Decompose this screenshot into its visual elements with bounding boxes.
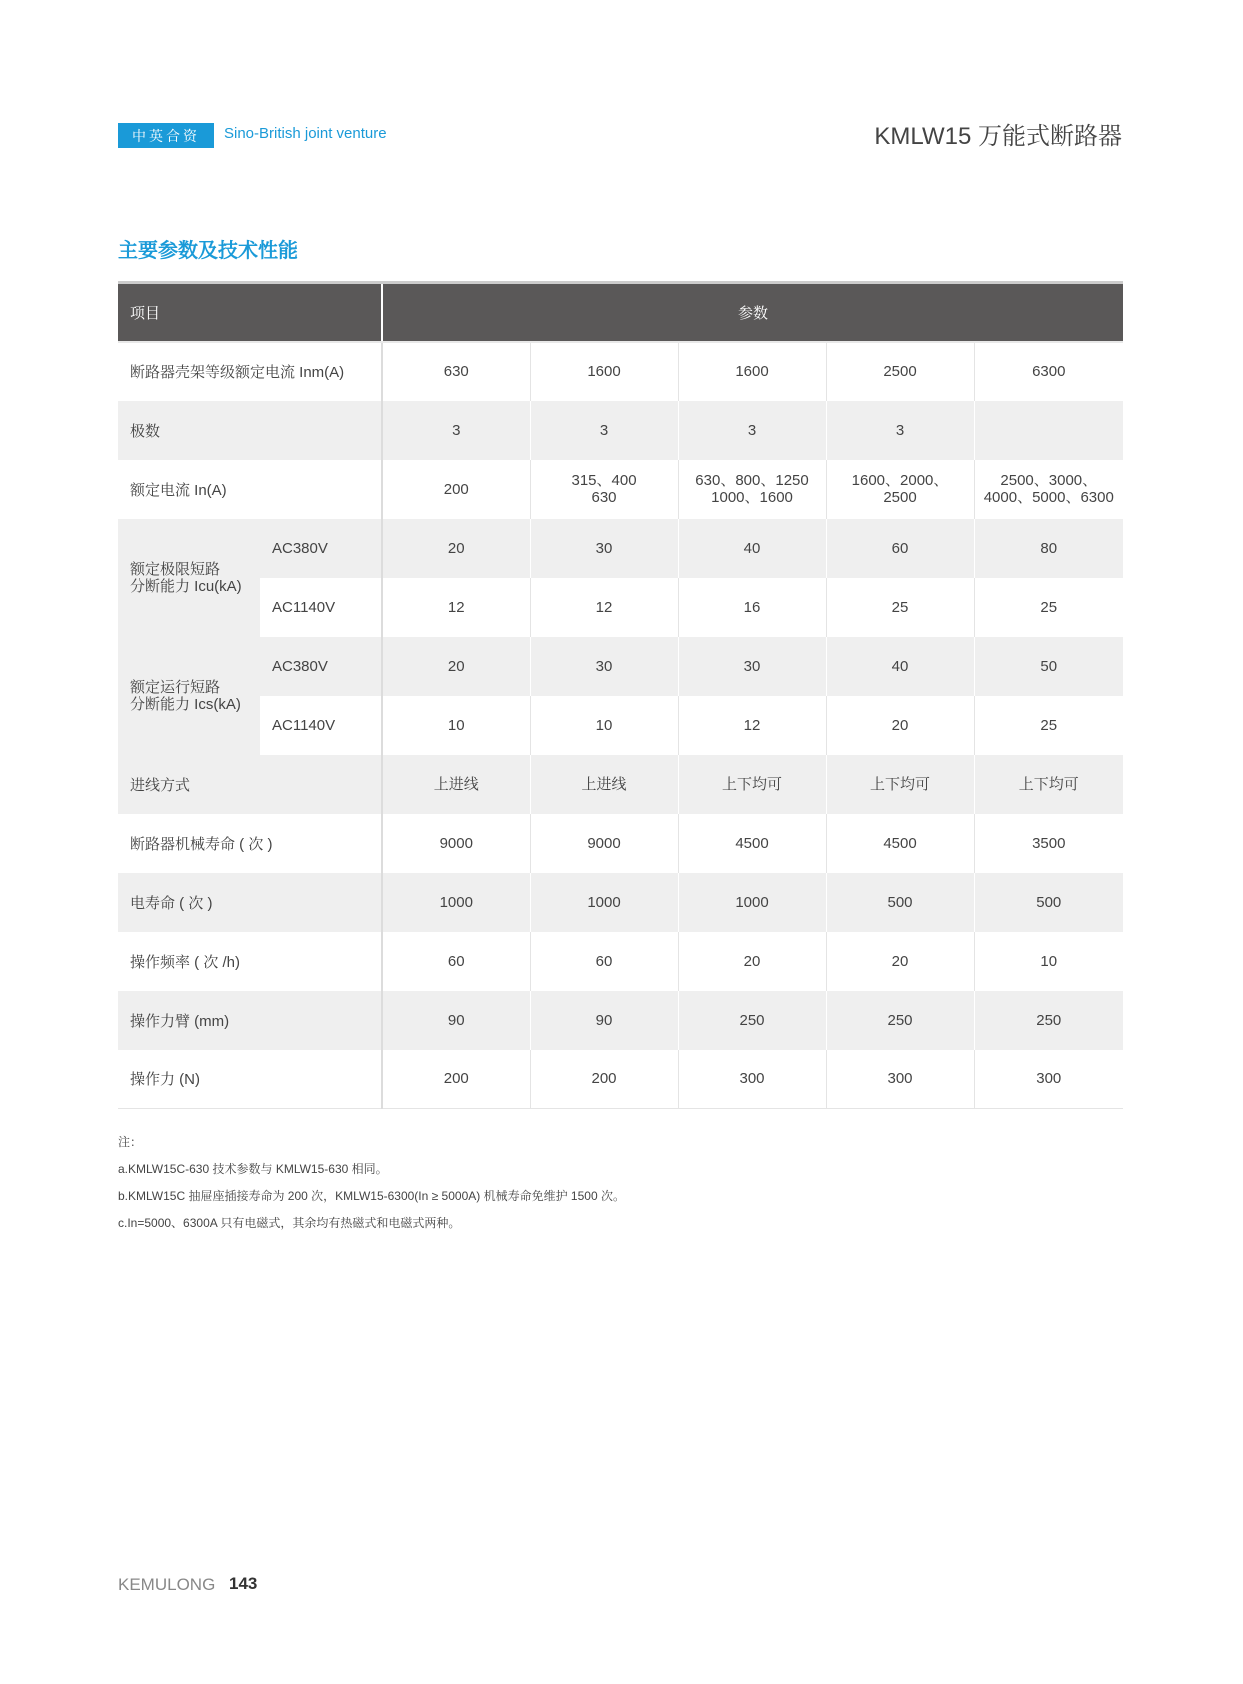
value-cell: 10 bbox=[530, 696, 678, 755]
value-cell: 60 bbox=[826, 519, 974, 578]
table-row bbox=[118, 696, 1123, 755]
section-title: 主要参数及技术性能 bbox=[118, 240, 298, 262]
value-cell: 上下均可 bbox=[678, 755, 826, 814]
document-title: KMLW15 万能式断路器 bbox=[874, 123, 1122, 150]
row-label: 断路器壳架等级额定电流 Inm(A) bbox=[118, 342, 382, 401]
value-cell: 300 bbox=[678, 1050, 826, 1109]
value-cell: 90 bbox=[382, 991, 530, 1050]
value-cell: 25 bbox=[974, 696, 1123, 755]
table-row bbox=[118, 342, 1123, 401]
header-item: 项目 bbox=[118, 283, 382, 342]
value-cell: 1600、2000、 2500 bbox=[826, 460, 974, 519]
value-cell: 12 bbox=[382, 578, 530, 637]
row-label: 断路器机械寿命 ( 次 ) bbox=[118, 814, 382, 873]
note-a: a.KMLW15C-630 技术参数与 KMLW15-630 相同。 bbox=[118, 1162, 388, 1176]
row-label: 操作频率 ( 次 /h) bbox=[118, 932, 382, 991]
value-cell: 25 bbox=[826, 578, 974, 637]
value-cell: 90 bbox=[530, 991, 678, 1050]
brand-badge: 中英合资 bbox=[118, 123, 214, 148]
table-row bbox=[118, 401, 1123, 460]
value-cell: 1600 bbox=[678, 342, 826, 401]
value-cell: 60 bbox=[530, 932, 678, 991]
brand-tagline: Sino-British joint venture bbox=[224, 125, 387, 142]
value-cell: 200 bbox=[382, 460, 530, 519]
value-cell: 1000 bbox=[678, 873, 826, 932]
spec-table bbox=[118, 281, 1123, 1109]
value-cell: 300 bbox=[974, 1050, 1123, 1109]
value-cell: 630 bbox=[382, 342, 530, 401]
value-cell: 16 bbox=[678, 578, 826, 637]
value-cell: 500 bbox=[826, 873, 974, 932]
value-cell: 10 bbox=[974, 932, 1123, 991]
value-cell: 3 bbox=[678, 401, 826, 460]
table-row bbox=[118, 991, 1123, 1050]
value-cell: 20 bbox=[382, 519, 530, 578]
table-row bbox=[118, 873, 1123, 932]
value-cell: 30 bbox=[530, 637, 678, 696]
sub-label: AC1140V bbox=[260, 696, 382, 755]
value-cell: 20 bbox=[382, 637, 530, 696]
note-c: c.In=5000、6300A 只有电磁式，其余均有热磁式和电磁式两种。 bbox=[118, 1216, 461, 1230]
table-row bbox=[118, 637, 1123, 696]
page-number: 143 bbox=[229, 1574, 258, 1593]
table-header-row bbox=[118, 283, 1123, 342]
value-cell bbox=[974, 401, 1123, 460]
value-cell: 40 bbox=[826, 637, 974, 696]
value-cell: 6300 bbox=[974, 342, 1123, 401]
table-row bbox=[118, 932, 1123, 991]
group-label-ics: 额定运行短路 分断能力 Ics(kA) bbox=[118, 637, 260, 755]
table-row bbox=[118, 814, 1123, 873]
value-cell: 630、800、1250 1000、1600 bbox=[678, 460, 826, 519]
value-cell: 2500 bbox=[826, 342, 974, 401]
value-cell: 上进线 bbox=[530, 755, 678, 814]
value-cell: 1000 bbox=[530, 873, 678, 932]
value-cell: 315、400 630 bbox=[530, 460, 678, 519]
value-cell: 25 bbox=[974, 578, 1123, 637]
value-cell: 20 bbox=[678, 932, 826, 991]
group-label-icu: 额定极限短路 分断能力 Icu(kA) bbox=[118, 519, 260, 637]
notes-block bbox=[118, 1129, 625, 1237]
table-row bbox=[118, 755, 1123, 814]
value-cell: 4500 bbox=[678, 814, 826, 873]
sub-label: AC380V bbox=[260, 637, 382, 696]
value-cell: 500 bbox=[974, 873, 1123, 932]
value-cell: 250 bbox=[974, 991, 1123, 1050]
sub-label: AC1140V bbox=[260, 578, 382, 637]
table-row bbox=[118, 460, 1123, 519]
value-cell: 300 bbox=[826, 1050, 974, 1109]
value-cell: 200 bbox=[382, 1050, 530, 1109]
value-cell: 30 bbox=[530, 519, 678, 578]
table-row bbox=[118, 578, 1123, 637]
value-cell: 上下均可 bbox=[826, 755, 974, 814]
header-param: 参数 bbox=[382, 283, 1123, 342]
value-cell: 9000 bbox=[530, 814, 678, 873]
value-cell: 200 bbox=[530, 1050, 678, 1109]
value-cell: 2500、3000、 4000、5000、6300 bbox=[974, 460, 1123, 519]
row-label: 操作力 (N) bbox=[118, 1050, 382, 1109]
value-cell: 20 bbox=[826, 696, 974, 755]
value-cell: 1000 bbox=[382, 873, 530, 932]
value-cell: 30 bbox=[678, 637, 826, 696]
value-cell: 80 bbox=[974, 519, 1123, 578]
value-cell: 上进线 bbox=[382, 755, 530, 814]
value-cell: 3500 bbox=[974, 814, 1123, 873]
row-label: 电寿命 ( 次 ) bbox=[118, 873, 382, 932]
value-cell: 1600 bbox=[530, 342, 678, 401]
value-cell: 12 bbox=[530, 578, 678, 637]
footer-brand: KEMULONG bbox=[118, 1575, 216, 1594]
row-label: 极数 bbox=[118, 401, 382, 460]
value-cell: 60 bbox=[382, 932, 530, 991]
value-cell: 3 bbox=[826, 401, 974, 460]
value-cell: 12 bbox=[678, 696, 826, 755]
row-label: 额定电流 In(A) bbox=[118, 460, 382, 519]
row-label: 操作力臂 (mm) bbox=[118, 991, 382, 1050]
value-cell: 3 bbox=[530, 401, 678, 460]
row-label: 进线方式 bbox=[118, 755, 382, 814]
value-cell: 上下均可 bbox=[974, 755, 1123, 814]
value-cell: 9000 bbox=[382, 814, 530, 873]
value-cell: 50 bbox=[974, 637, 1123, 696]
notes-title: 注： bbox=[118, 1135, 143, 1149]
table-row bbox=[118, 519, 1123, 578]
value-cell: 40 bbox=[678, 519, 826, 578]
value-cell: 20 bbox=[826, 932, 974, 991]
value-cell: 4500 bbox=[826, 814, 974, 873]
table-row bbox=[118, 1050, 1123, 1109]
note-b: b.KMLW15C 抽屉座插接寿命为 200 次，KMLW15-6300(In ≥ 5000A) 机械寿命免维护 1500 次。 bbox=[118, 1189, 625, 1203]
sub-label: AC380V bbox=[260, 519, 382, 578]
value-cell: 3 bbox=[382, 401, 530, 460]
value-cell: 10 bbox=[382, 696, 530, 755]
value-cell: 250 bbox=[678, 991, 826, 1050]
value-cell: 250 bbox=[826, 991, 974, 1050]
